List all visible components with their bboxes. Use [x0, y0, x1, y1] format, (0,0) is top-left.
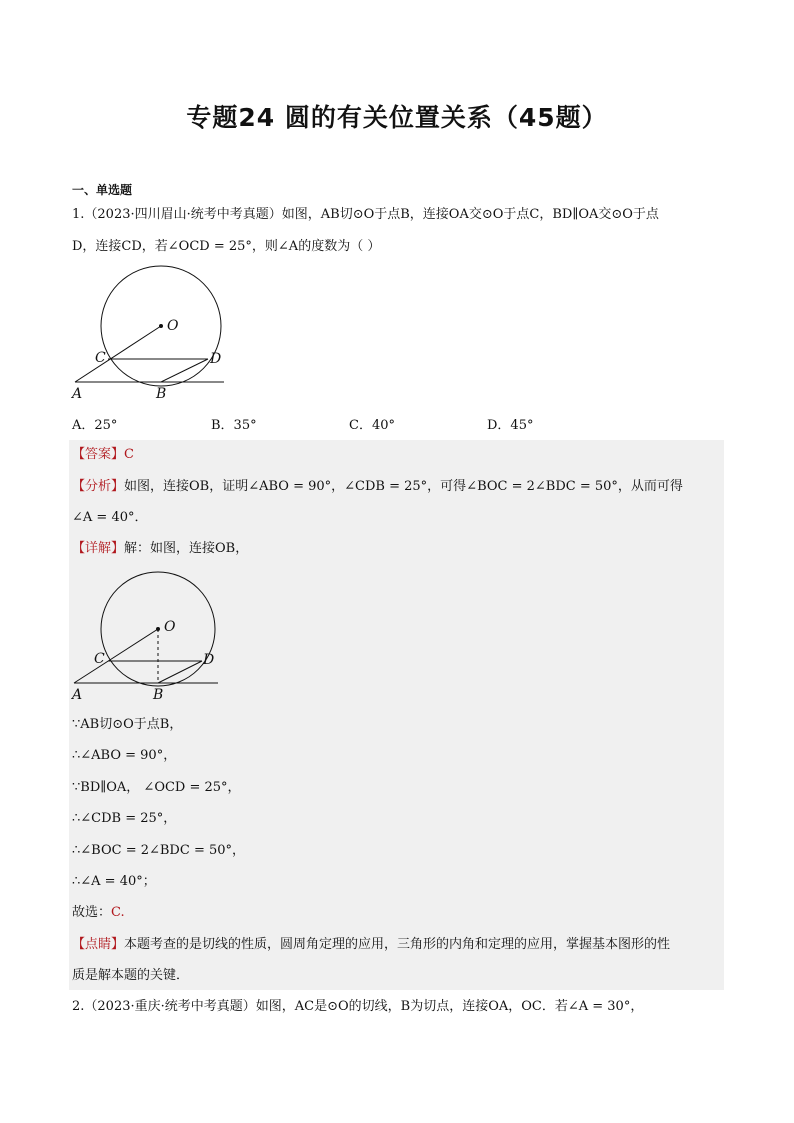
question-1-figure	[68, 262, 238, 412]
detail-line	[72, 539, 248, 559]
question-2-line-1: 2.（2023·重庆·统考中考真题）如图，AC是⊙O的切线，B为切点，连接OA，OC．若∠A = 30°，	[72, 999, 644, 1014]
comment-line-1	[72, 935, 670, 955]
analysis-line-2: ∠A = 40°．	[72, 510, 148, 525]
step-1: ∵AB切⊙O于点B，	[72, 717, 183, 732]
comment-tag: 【点睛】	[72, 937, 125, 952]
step-6: ∴∠A = 40°；	[72, 874, 156, 889]
analysis-line-1	[72, 477, 683, 497]
answer-tag: 【答案】	[72, 447, 125, 462]
segment-oa	[74, 629, 158, 683]
section-heading: 一、单选题	[72, 183, 133, 197]
option-c: C．40°	[349, 418, 395, 433]
question-1-line-1: 1.（2023·四川眉山·统考中考真题）如图，AB切⊙O于点B，连接OA交⊙O于点C，BD∥OA交⊙O于点	[72, 207, 659, 222]
label-c: C	[94, 651, 105, 667]
step-2: ∴∠ABO = 90°，	[72, 748, 177, 763]
option-b: B．35°	[211, 418, 257, 433]
comment-text-1: 本题考查的是切线的性质，圆周角定理的应用，三角形的内角和定理的应用，掌握基本图形的性	[124, 937, 671, 952]
label-d: D	[210, 351, 222, 367]
option-a: A．25°	[72, 418, 118, 433]
choose-prefix: 故选：	[72, 905, 112, 920]
label-c: C	[95, 350, 106, 366]
question-1-options	[72, 414, 732, 434]
step-3: ∵BD∥OA， ∠OCD = 25°，	[72, 780, 241, 795]
label-o: O	[164, 619, 176, 635]
option-d: D．45°	[487, 418, 534, 433]
choose-value: C.	[111, 905, 125, 920]
center-point-o	[159, 324, 163, 328]
answer-value: C	[124, 447, 134, 462]
page-title: 专题24 圆的有关位置关系（45题）	[186, 103, 608, 132]
solution-figure	[68, 563, 238, 713]
center-point-o	[156, 627, 160, 631]
choose-line	[72, 903, 125, 923]
step-5: ∴∠BOC = 2∠BDC = 50°，	[72, 843, 246, 858]
detail-text: 解：如图，连接OB，	[124, 541, 249, 556]
label-a: A	[72, 687, 83, 703]
detail-tag: 【详解】	[72, 541, 125, 556]
label-b: B	[153, 687, 164, 703]
label-o: O	[167, 318, 179, 334]
answer-line	[72, 445, 134, 465]
analysis-tag: 【分析】	[72, 479, 125, 494]
label-d: D	[203, 652, 215, 668]
label-a: A	[72, 386, 83, 402]
step-4: ∴∠CDB = 25°，	[72, 811, 177, 826]
comment-line-2: 质是解本题的关键．	[72, 968, 190, 983]
label-b: B	[156, 386, 167, 402]
segment-oa	[75, 326, 161, 382]
question-1-line-2: D，连接CD，若∠OCD = 25°，则∠A的度数为（ ）	[72, 239, 381, 254]
analysis-text-1: 如图，连接OB，证明∠ABO = 90°，∠CDB = 25°，可得∠BOC = 2∠BDC = 50°，从而可得	[124, 479, 683, 494]
